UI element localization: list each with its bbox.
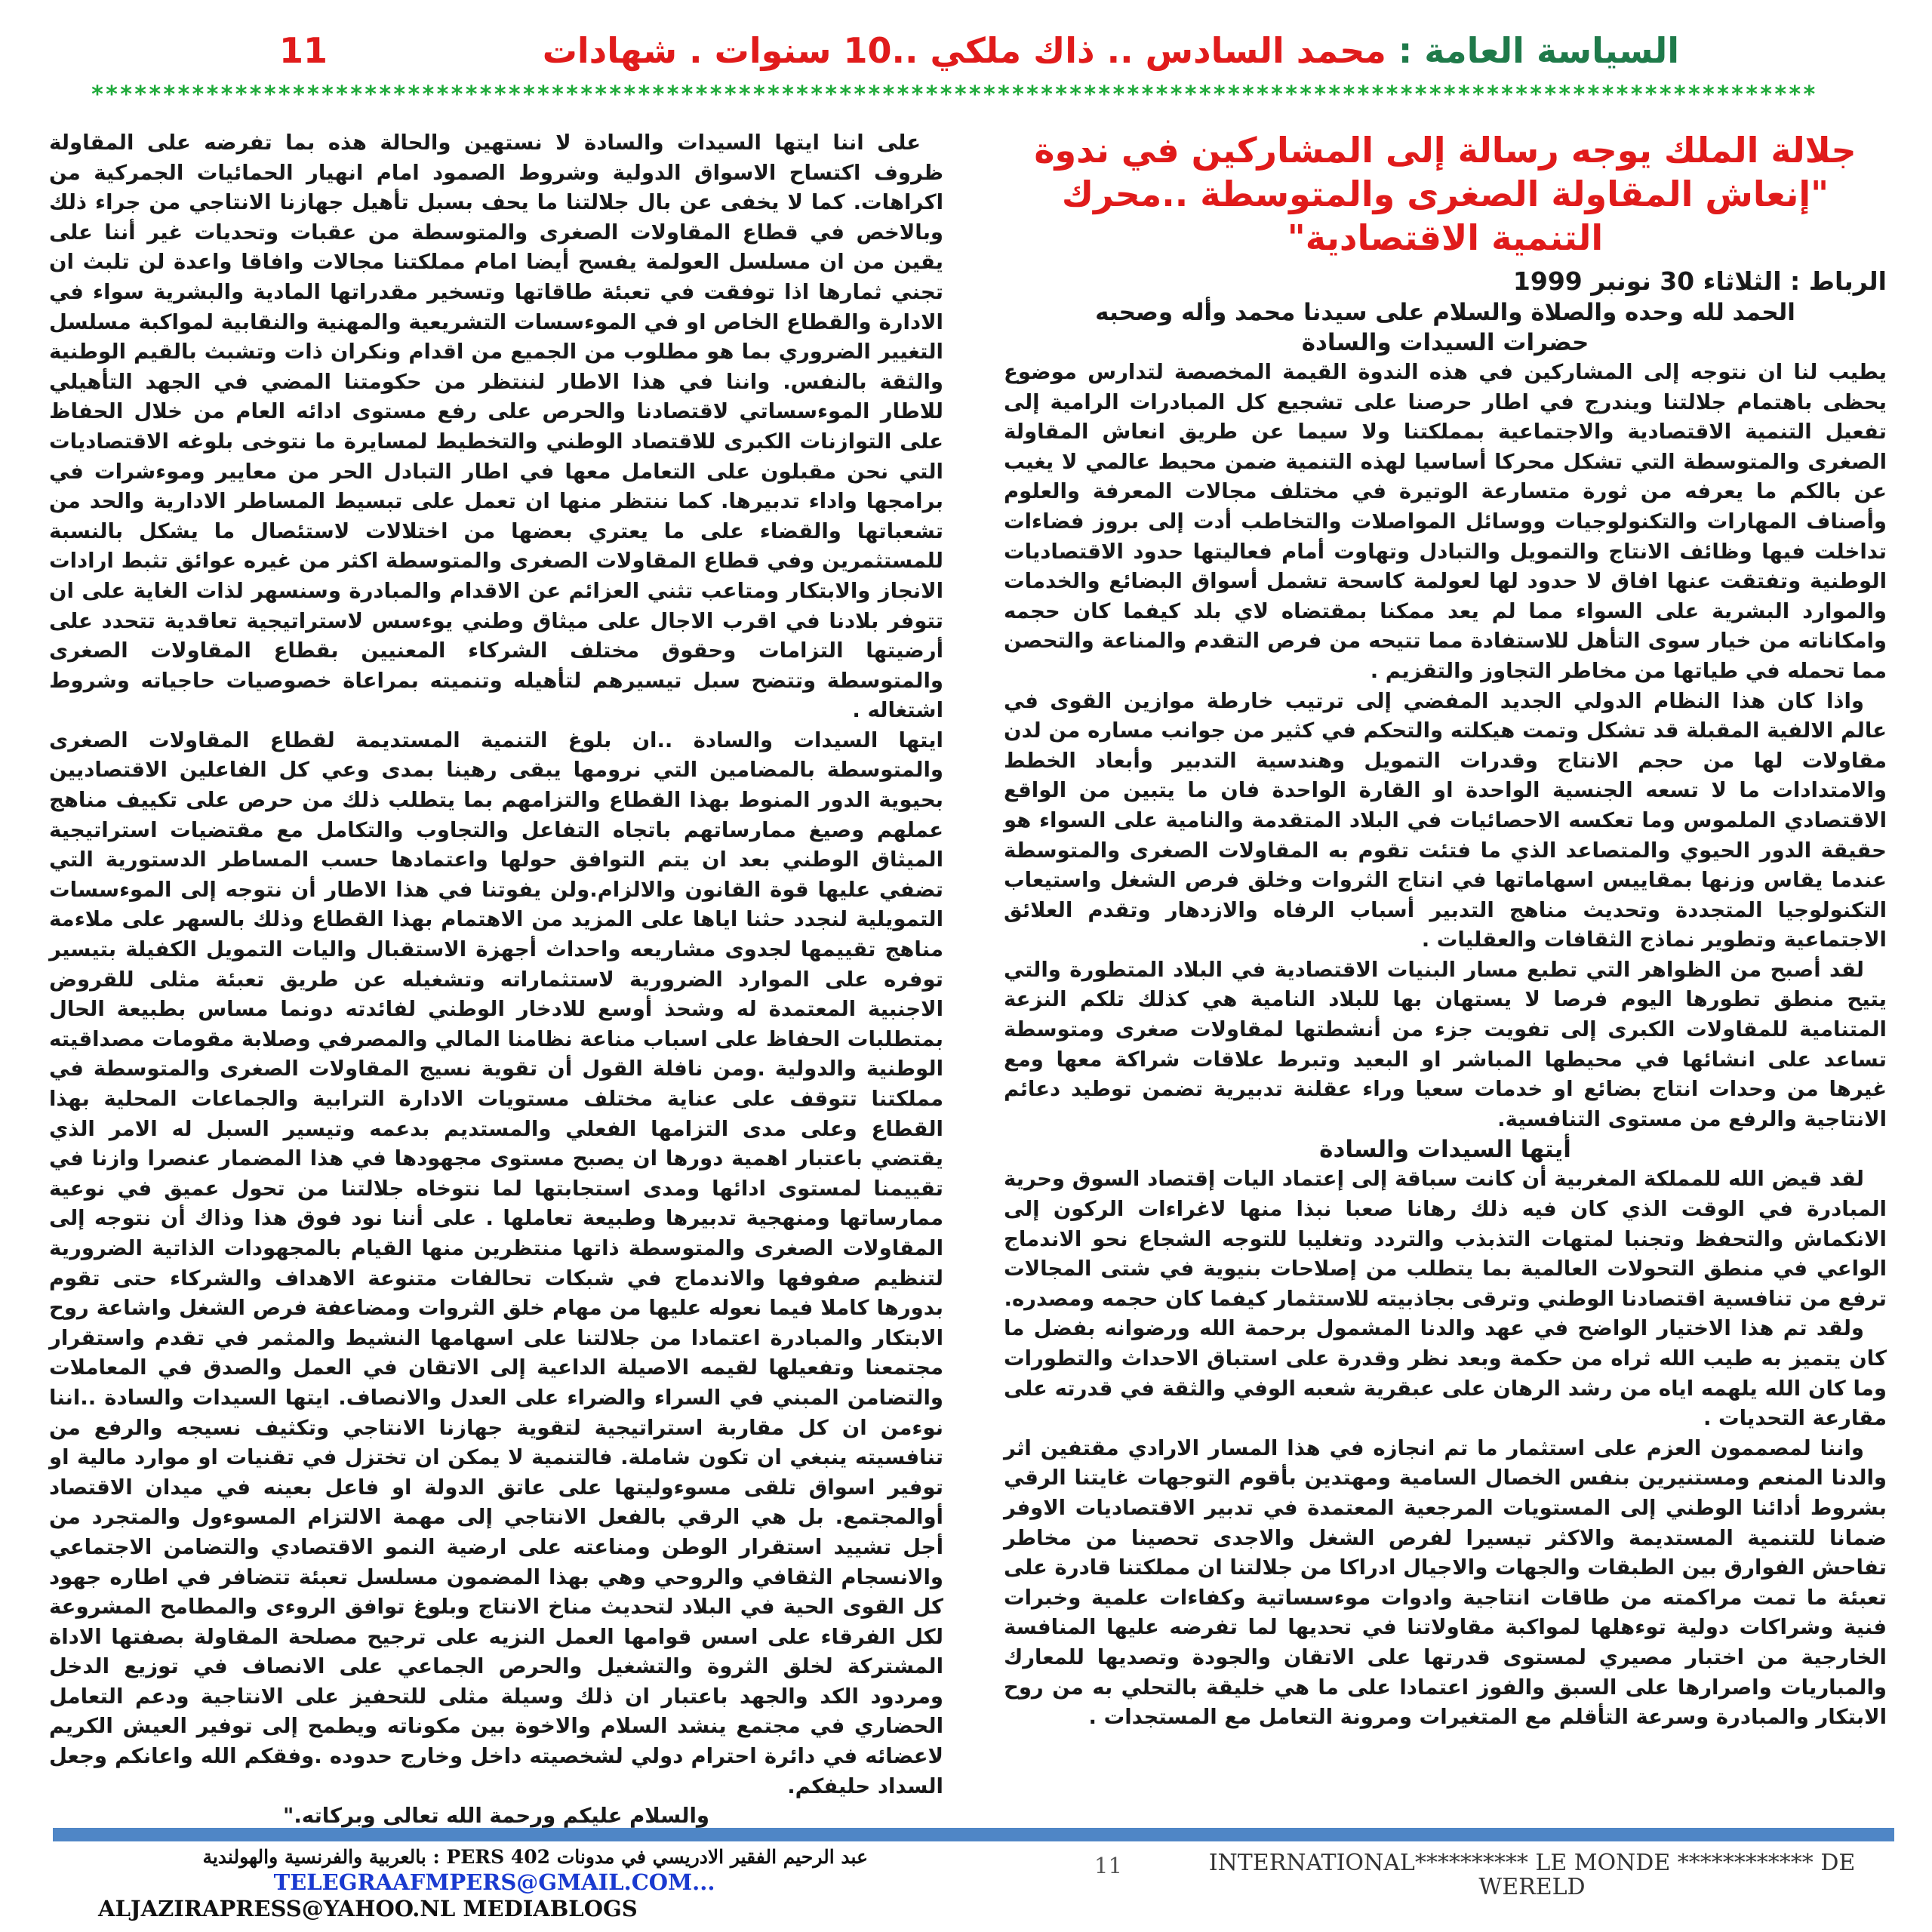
- article-salutation: حضرات السيدات والسادة: [1301, 329, 1589, 356]
- footer-author: عبد الرحيم الفقير الادريسي في مدونات PERS 402 : بالعربية والفرنسية والهولندية: [202, 1846, 868, 1868]
- footer-email-2[interactable]: ALJAZIRAPRESS@YAHOO.NL MEDIABLOGS: [98, 1896, 638, 1921]
- footer-divider: [53, 1828, 1894, 1841]
- paragraph: لقد أصبح من الظواهر التي تطبع مسار البنيات الاقتصادية في البلاد المتطورة والتي يتيح منطق تطورها اليوم فرصا لا يستهان بها للبلاد النامية هي كذلك تلكم النزعة المتنامية للمقاولات الكبرى إلى تفويت جزء من أنشطتها لمقاولات صغرى ومتوسطة تساعد على انشائها في محيطها المباشر او البعيد وتبرط علاقات شراكة معها ومع غيرها من وحدات انتاج بضائع او خدمات سعيا وراء عقلنة تدبيرية تضمن توطيد دعائم الانتاجية والرفع من مستوى التنافسية.: [1004, 957, 1887, 1131]
- paragraph: واذا كان هذا النظام الدولي الجديد المفضي إلى ترتيب خارطة موازين القوى في عالم الالفية المقبلة قد تشكل وتمت هيكلته والتحكم في كثير من جوانب مساره من لدن مقاولات لها من حجم الانتاج وقدرات التمويل وهندسية التدبير وأبعاد الخطط والامتدادات ما لا تسعه الجنسية الواحدة او القارة الواحدة فان ما يتبين من الواقع الاقتصادي الملموس وما تعكسه الاحصائيات في البلاد المتقدمة والنامية على السواء هو حقيقة الدور الحيوي والمتصاعد الذي ما فتئت تقوم به المقاولات الصغرى والمتوسطة عندما يقاس وزنها بمقاييس اسهاماتها في انتاج الثروات وخلق فرص الشغل واستيعاب التكنولوجيا المتجددة وتحديث مناهج التدبير أسباب الرفاه والازدهار وتقدم العلائق الاجتماعية وتطوير نماذج الثقافات والعقليات .: [1004, 688, 1887, 952]
- section-title: [543, 30, 1679, 71]
- paragraph: يطيب لنا ان نتوجه إلى المشاركين في هذه الندوة القيمة المخصصة لتدارس موضوع يحظى باهتمام جلالتنا ويندرج في اطار حرصنا على تشجيع كل المبادرات الرامية إلى تفعيل التنمية الاقتصادية والاجتماعية بمملكتنا ولا سيما عن طريق انعاش المقاولة الصغرى والمتوسطة التي تشكل محركا أساسيا لهذه التنمية ضمن محيط عالمي لا يغيب عن بالكم ما يعرفه من ثورة متسارعة الوتيرة في مختلف مجالات المعرفة والعلوم وأصناف المهارات والتكنولوجيات ووسائل المواصلات والتخاطب أدت إلى بروز فضاءات تداخلت فيها وظائف الانتاج والتمويل والتبادل وتهاوت أمام فعاليتها حدود الاقتصاديات الوطنية وتفتقت عنها افاق لا حدود لها لعولمة كاسحة تشمل أسواق البضائع والخدمات والموارد البشرية على السواء مما لم يعد ممكنا بمقتضاه لاي بلد كيفما كان حجمه وامكاناته من خيار سوى التأهل للاستفادة مما تتيحه من فرص التقدم والمناعة والتحصن مما تحمله في طياتها من مخاطر التجاوز والتقزيم .: [1004, 360, 1887, 683]
- article-salutation-2: أيتها السيدات والسادة: [1319, 1136, 1571, 1164]
- article-dateline: الرباط : الثلاثاء 30 نونبر 1999: [1512, 266, 1887, 296]
- footer-masthead: INTERNATIONAL********** LE MONDE ************ DE WERELD: [1208, 1850, 1856, 1900]
- footer-page-number: 11: [1094, 1853, 1122, 1878]
- paragraph: ايتها السيدات والسادة ..ان بلوغ التنمية المستديمة لقطاع المقاولات الصغرى والمتوسطة بالمضامين التي نرومها يبقى رهينا بمدى وعي كل الفاعلين الاقتصاديين بحيوية الدور المنوط بهذا القطاع والتزامهم بما يتطلب ذلك من حرص على تكييف مناهج عملهم وصيغ ممارساتهم باتجاه التفاعل والتجاوب والتكامل مع مقتضيات استراتيجية الميثاق الوطني بعد ان يتم التوافق حولها واعتمادها حسب المساطر الدستورية التي تضفي عليها قوة القانون والالزام.ولن يفوتنا في هذا الاطار أن نتوجه إلى الموءسسات التمويلية لنجدد حثنا اياها على المزيد من الاهتمام بهذا القطاع وذلك بالسهر على ملاءمة مناهج تقييمها لجدوى مشاريعه واحداث أجهزة الاستقبال واليات التمويل الكفيلة بتيسير توفره على الموارد الضرورية لاستثماراته وتشغيله عن طريق تعبئة مثلى للقروض الاجنبية المعتمدة له وشحذ أوسع للادخار الوطني لفائدته دونما مساس بطبيعة الحال بمتطلبات الحفاظ على اسباب مناعة نظامنا المالي والمصرفي وصلابة مقومات مصداقيته الوطنية والدولية .ومن نافلة القول أن تقوية نسيج المقاولات الصغرى والمتوسطة في مملكتنا تتوقف على عناية مختلف مستويات الادارة الترابية والجماعات المحلية بهذا القطاع وعلى مدى التزامها الفعلي والمستديم بدعمه وتيسير السبل له الامر الذي يقتضي باعتبار اهمية دورها ان يصبح مستوى مجهودها في هذا المضمار عنصرا وازنا في تقييمنا لمستوى ادائها ومدى استجابتها لما نتوخاه جلالتنا من تحول عميق في نوعية ممارساتها ومنهجية تدبيرها وطبيعة تعاملها . على أننا نود فوق هذا وذاك أن نتوجه إلى المقاولات الصغرى والمتوسطة ذاتها منتظرين منها القيام بالمجهودات الذاتية الضرورية لتنظيم صفوفها والاندماج في شبكات تحالفات متنوعة الاهداف والشركاء حتى تقوم بدورها كاملا فيما نعوله عليها من مهام خلق الثروات ومضاعفة فرص الشغل واشاعة روح الابتكار والمبادرة اعتمادا من جلالتنا على اسهامها النشيط والمثمر في تقدم واستقرار مجتمعنا وتفعيلها لقيمه الاصيلة الداعية إلى الاتقان في العمل والصدق في المعاملات والتضامن المبني في السراء والضراء على العدل والانصاف. ايتها السيدات والسادة ..اننا نوءمن ان كل مقاربة استراتيجية لتقوية جهازنا الانتاجي وتكثيف نسيجه والرفع من تنافسيته ينبغي ان تكون شاملة. فالتنمية لا يمكن ان تختزل في تقنيات او موارد مالية او توفير اسواق تلقى مسوءوليتها على عاتق الدولة او فاعل بعينه في ميدان الاقتصاد أوالمجتمع. بل هي الرقي بالفعل الانتاجي إلى مهمة الالتزام المسوءول والمتجرد من أجل تشييد استقرار الوطن ومناعته على ارضية النمو الاقتصادي والتضامن الاجتماعي والانسجام الثقافي والروحي وهي بهذا المضمون مسلسل تعبئة تتضافر في اطاره جهود كل القوى الحية في البلاد لتحديث مناخ الانتاج وبلوغ توافق الروءى والمطامح المشروعة لكل الفرقاء على اسس قوامها العمل النزيه على ترجيح مصلحة المقاولة بصفتها الاداة المشتركة لخلق الثروة والتشغيل والحرص الجماعي على الانصاف في توزيع الدخل ومردود الكد والجهد باعتبار ان ذلك وسيلة مثلى للتحفيز على الانتاجية ودعم التعامل الحضاري في مجتمع ينشد السلام والاخوة بين مكوناته ويطمح إلى توفير العيش الكريم لاعضائه في دائرة احترام دولي لشخصيته داخل وخارج حدوده .وفقكم الله واعانكم وجعل السداد حليفكم.: [49, 728, 943, 1798]
- header-page-number: 11: [279, 30, 328, 71]
- page-header: [0, 30, 1932, 83]
- star-divider: ************************************************************************************************************************: [91, 82, 1817, 108]
- paragraph: على اننا ايتها السيدات والسادة لا نستهين والحالة هذه بما تفرضه على المقاولة ظروف اكتساح الاسواق الدولية وشروط الصمود امام انهيار الحمائيات الجمركية من اكراهات. كما لا يخفى عن بال جلالتنا ما يحف بسبل تأهيل جهازنا الانتاجي من جراء ذلك وبالاخص في قطاع المقاولات الصغرى والمتوسطة من عقبات وتحديات غير أننا على يقين من ان مسلسل العولمة يفسح أيضا امام مملكتنا مجالات وافاقا واعدة لن تلبث ان تجني ثمارها اذا توفقت في تعبئة طاقاتها وتسخير مقدراتها المادية والبشرية سواء في الادارة والقطاع الخاص او في الموءسسات التشريعية والمهنية والنقابية لمواكبة مسلسل التغيير الضروري بما هو مطلوب من الجميع من اقدام ونكران ذات وتشبث بالقيم الوطنية والثقة بالنفس. واننا في هذا الاطار لننتظر من حكومتنا المضي في الجهد التأهيلي للاطار الموءسساتي لاقتصادنا والحرص على رفع مستوى ادائه العام من خلال الحفاظ على التوازنات الكبرى للاقتصاد الوطني والتخطيط لمسايرة ما نتوخى بلوغه الاقتصاديات التي نحن مقبلون على التعامل معها في اطار التبادل الحر من معايير وموءشرات في برامجها واداء تدبيرها. كما ننتظر منها ان تعمل على تبسيط المساطر الادارية والحد من تشعباتها والقضاء على ما يعتري بعضها من اختلالات لاستئصال ما يشكل بالنسبة للمستثمرين وفي قطاع المقاولات الصغرى والمتوسطة اكثر من غيره عوائق تثبط ارادات الانجاز والابتكار ومتاعب تثني العزائم عن الاقدام والمبادرة وسنسهر لذات الغاية على ان تتوفر بلادنا في اقرب الاجال على ميثاق وطني يوءسس لاستراتيجية تعاقدية تتحدد على أرضيتها التزامات وحقوق مختلف الشركاء المعنيين بقطاع المقاولات الصغرى والمتوسطة وتتضح سبل تيسيرهم لتأهيله وتنميته بمراعاة خصوصيات حاجياته وشروط اشتغاله .: [49, 131, 943, 723]
- article-left-column: [49, 128, 943, 1829]
- article-closing: والسلام عليكم ورحمة الله تعالى وبركاته.": [283, 1804, 709, 1829]
- page-footer: [0, 1845, 1932, 1932]
- article-right-column: [1004, 128, 1887, 1804]
- section-headline: محمد السادس .. ذاك ملكي ..10 سنوات . شهادات: [542, 30, 1386, 71]
- article-opening: الحمد لله وحده والصلاة والسلام على سيدنا محمد وأله وصحبه: [1095, 299, 1795, 326]
- paragraph: لقد قيض الله للمملكة المغربية أن كانت سباقة إلى إعتماد اليات إقتصاد السوق وحرية المبادرة في الوقت الذي كان فيه ذلك رهانا صعبا نبذا منها لاغراءات الركون إلى الانكماش والتحفظ وتجنبا لمتهات التذبذب والتردد وتغليبا للتوجه الشجاع نحو الاندماج الواعي في منطق التحولات العالمية بما يتطلب من إصلاحات بنيوية في شتى المجالات ترفع من تنافسية اقتصادنا الوطني وترقى بجاذبيته للاستثمار كيفما كان حجمه ومصدره.: [1004, 1167, 1887, 1311]
- footer-credits: [98, 1845, 868, 1922]
- paragraph: واننا لمصممون العزم على استثمار ما تم انجازه في هذا المسار الارادي مقتفين اثر والدنا المنعم ومستنيرين بنفس الخصال السامية ومهتدين بأقوم التوجهات غايتنا الرقي بشروط أدائنا الوطني إلى المستويات المرجعية المعتمدة في تدبير الاقتصاديات الاوفر ضمانا للتنمية المستديمة والاكثر تيسيرا لفرص الشغل والاجدى تحصينا من مخاطر تفاحش الفوارق بين الطبقات والجهات والاجيال ادراكا من جلالتنا ان مملكتنا قادرة على تعبئة ما تمت مراكمته من طاقات انتاجية وادوات موءسساتية وكفاءات علمية وخبرات فنية وشراكات دولية توءهلها لمواكبة مقاولاتنا في تحديها لما تفرضه عليها المنافسة الخارجية من اختبار مصيري لمستوى قدرتها على الاتقان والجودة وتصديها للمعارك والمباريات واصرارها على السبق والفوز اعتمادا على ما هي خليقة بالتحلي به من روح الابتكار والمبادرة وسرعة التأقلم مع المتغيرات ومرونة التعامل مع المستجدات .: [1004, 1435, 1887, 1730]
- section-label: السياسة العامة :: [1398, 30, 1679, 71]
- article-title: جلالة الملك يوجه رسالة إلى المشاركين في ندوة "إنعاش المقاولة الصغرى والمتوسطة ..محرك التنمية الاقتصادية": [1034, 130, 1857, 258]
- footer-email-1[interactable]: TELEGRAAFMPERS@GMAIL.COM...: [273, 1869, 715, 1895]
- paragraph: ولقد تم هذا الاختيار الواضح في عهد والدنا المشمول برحمة الله ورضوانه بفضل ما كان يتميز به طيب الله ثراه من حكمة وبعد نظر وقدرة على استباق الاحداث والتطورات وما كان الله يلهمه اياه من رشد الرهان على عبقرية شعبه الوفي والثقة في قدرته على مقارعة التحديات .: [1004, 1316, 1887, 1431]
